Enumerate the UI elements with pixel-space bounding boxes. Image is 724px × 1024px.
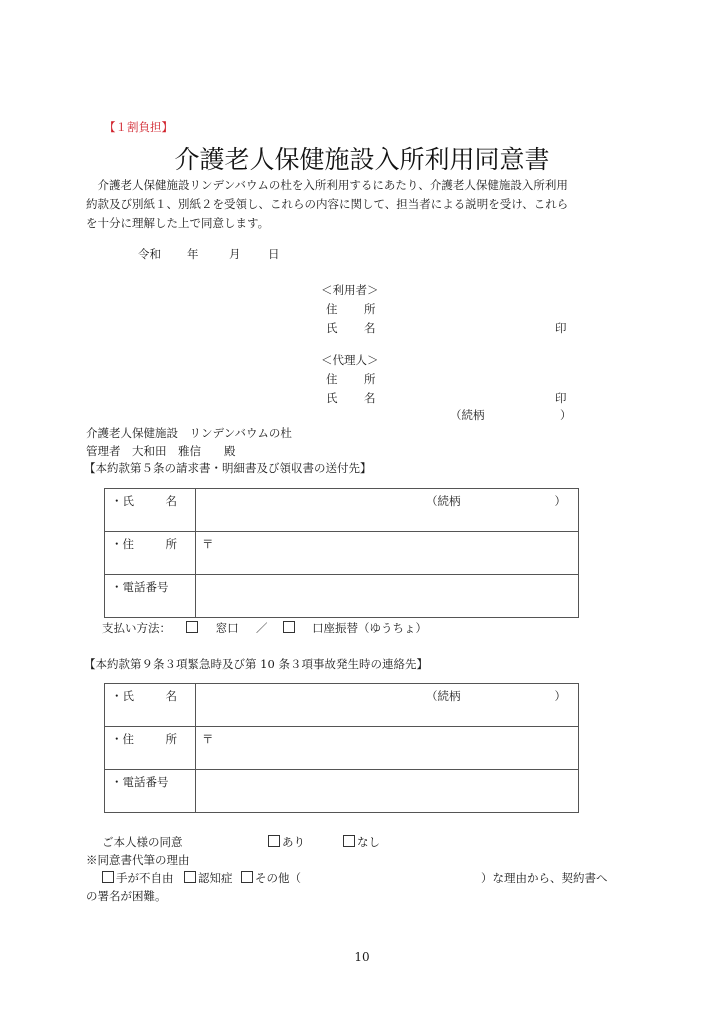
phone-key: ・電話番号 bbox=[105, 770, 196, 813]
burden-tag: 【１割負担】 bbox=[104, 120, 173, 134]
name-key bbox=[105, 489, 196, 532]
agent-name-label-a: 氏 bbox=[326, 391, 338, 405]
phone-key: ・電話番号 bbox=[105, 575, 196, 618]
agent-name-label-b: 名 bbox=[364, 391, 376, 405]
address-key bbox=[105, 532, 196, 575]
key-label: ・住 bbox=[111, 537, 134, 551]
agent-relation-open: （続柄 bbox=[450, 408, 485, 422]
payment-transfer-checkbox[interactable] bbox=[283, 621, 295, 633]
facility-manager: 管理者 大和田 雅信 殿 bbox=[86, 444, 236, 458]
table-row bbox=[105, 575, 579, 618]
payment-option-window: 窓口 bbox=[215, 621, 239, 635]
table-row bbox=[105, 770, 579, 813]
consent-label: ご本人様の同意 bbox=[102, 835, 183, 849]
date-era: 令和 bbox=[138, 247, 161, 261]
table-row bbox=[105, 727, 579, 770]
user-address-label-b: 所 bbox=[364, 302, 376, 316]
reason-other-checkbox[interactable] bbox=[241, 871, 253, 883]
reason-hand-label: 手が不自由 bbox=[116, 871, 174, 885]
key-label: ・住 bbox=[111, 732, 134, 746]
consent-yes-label: あり bbox=[282, 835, 305, 849]
reason-other-label: その他（ bbox=[255, 871, 301, 885]
document-title: 介護老人保健施設入所利用同意書 bbox=[174, 145, 550, 174]
consent-no-label: なし bbox=[357, 835, 380, 849]
consent-no-checkbox[interactable] bbox=[343, 835, 355, 847]
key-label: ・氏 bbox=[111, 494, 134, 508]
agent-address-label-b: 所 bbox=[364, 372, 376, 386]
intro-line: を十分に理解した上で同意します。 bbox=[86, 216, 270, 230]
date-month[interactable]: 月 bbox=[229, 247, 241, 261]
key-label: ・氏 bbox=[111, 689, 134, 703]
name-field[interactable] bbox=[196, 489, 579, 532]
key-label: 名 bbox=[165, 494, 177, 508]
user-heading: ＜利用者＞ bbox=[321, 283, 379, 297]
intro-line: 約款及び別紙１、別紙２を受領し、これらの内容に関して、担当者による説明を受け、これら bbox=[86, 197, 569, 211]
name-field[interactable] bbox=[196, 684, 579, 727]
intro-line: 介護老人保健施設リンデンバウムの杜を入所利用するにあたり、介護老人保健施設入所利用 bbox=[86, 178, 568, 192]
billing-heading: 【本約款第５条の請求書・明細書及び領収書の送付先】 bbox=[84, 461, 372, 475]
payment-label: 支払い方法： bbox=[102, 621, 171, 635]
phone-field[interactable] bbox=[196, 575, 579, 618]
agent-relation-close: ） bbox=[560, 408, 572, 422]
payment-separator: ／ bbox=[255, 621, 268, 635]
reason-tail-2: の署名が困難。 bbox=[86, 889, 167, 903]
emergency-contact-table bbox=[104, 683, 579, 813]
key-label: 名 bbox=[165, 689, 177, 703]
billing-address-table bbox=[104, 488, 579, 618]
consent-yes[interactable] bbox=[268, 834, 305, 850]
date-year[interactable]: 年 bbox=[187, 247, 199, 261]
intro-paragraph bbox=[86, 176, 626, 233]
agent-heading: ＜代理人＞ bbox=[321, 353, 379, 367]
page-number: 10 bbox=[354, 950, 370, 964]
relation-close: ） bbox=[554, 689, 566, 703]
key-label: 所 bbox=[165, 537, 177, 551]
consent-yes-checkbox[interactable] bbox=[268, 835, 280, 847]
payment-method bbox=[102, 620, 427, 636]
key-label: 所 bbox=[165, 732, 177, 746]
relation-close: ） bbox=[554, 494, 566, 508]
proxy-reason-heading: ※同意書代筆の理由 bbox=[86, 853, 190, 867]
emergency-heading: 【本約款第９条３項緊急時及び第 10 条３項事故発生時の連絡先】 bbox=[84, 657, 428, 671]
user-name-label-a: 氏 bbox=[326, 321, 338, 335]
reason-dementia[interactable] bbox=[184, 870, 233, 886]
reason-tail: ）な理由から、契約書へ bbox=[481, 871, 608, 885]
phone-field[interactable] bbox=[196, 770, 579, 813]
payment-option-transfer: 口座振替（ゆうちょ） bbox=[312, 621, 428, 635]
payment-window-checkbox[interactable] bbox=[186, 621, 198, 633]
reason-dementia-label: 認知症 bbox=[198, 871, 233, 885]
reason-other[interactable] bbox=[241, 870, 301, 886]
name-key bbox=[105, 684, 196, 727]
relation-open: （続柄 bbox=[426, 494, 461, 508]
user-name-label-b: 名 bbox=[364, 321, 376, 335]
agent-seal[interactable]: 印 bbox=[555, 391, 567, 405]
table-row bbox=[105, 532, 579, 575]
address-field[interactable]: 〒 bbox=[196, 532, 579, 575]
reason-dementia-checkbox[interactable] bbox=[184, 871, 196, 883]
reason-hand-checkbox[interactable] bbox=[102, 871, 114, 883]
table-row bbox=[105, 489, 579, 532]
user-seal[interactable]: 印 bbox=[555, 321, 567, 335]
address-key bbox=[105, 727, 196, 770]
reason-hand[interactable] bbox=[102, 870, 174, 886]
relation-open: （続柄 bbox=[426, 689, 461, 703]
user-address-label-a: 住 bbox=[326, 302, 338, 316]
address-field[interactable]: 〒 bbox=[196, 727, 579, 770]
facility-name: 介護老人保健施設 リンデンバウムの杜 bbox=[86, 426, 292, 440]
agent-address-label-a: 住 bbox=[326, 372, 338, 386]
date-day[interactable]: 日 bbox=[268, 247, 280, 261]
consent-no[interactable] bbox=[343, 834, 380, 850]
table-row bbox=[105, 684, 579, 727]
